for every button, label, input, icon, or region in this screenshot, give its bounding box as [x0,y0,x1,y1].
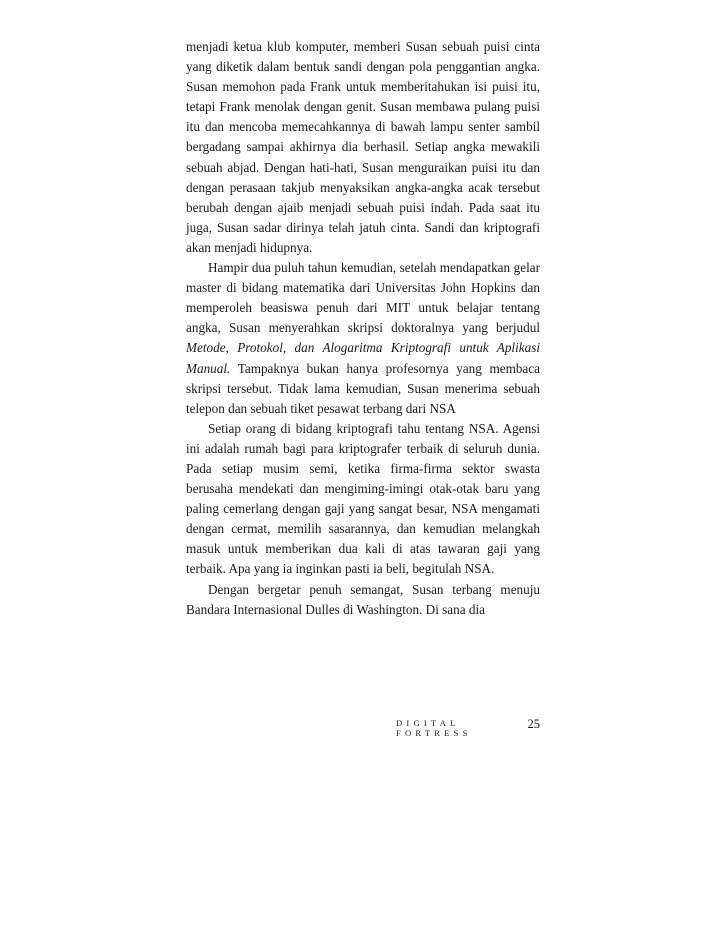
paragraph-4: Dengan bergetar penuh semangat, Susan terbang menuju Bandara Internasional Dulles di Washington. Di sana dia [186,581,540,617]
running-head: DIGITAL FORTRESS [396,718,472,738]
page-number: 25 [527,717,540,731]
paragraph-1: menjadi ketua klub komputer, memberi Susan sebuah puisi cinta yang diketik dalam bentuk sandi dengan pola penggantian angka. Susan memohon pada Frank untuk memberitahukan isi puisi itu, tetapi Frank menolak dengan genit. Susan membawa pulang puisi itu dan mencoba memecahkannya di bawah lampu senter sambil bergadang sampai akhirnya dia berhasil. Setiap angka mewakili sebuah abjad. Dengan hati-hati, Susan menguraikan puisi itu dan dengan perasaan takjub menyaksikan angka-angka acak tersebut berubah dengan ajaib menjadi sebuah puisi indah. Pada saat itu juga, Susan sadar dirinya telah jatuh cinta. Sandi dan kriptografi akan menjadi hidupnya. [186,39,540,255]
thesis-title: Metode, Protokol, dan Alogaritma Kriptografi untuk Aplikasi Manual. [186,340,540,376]
page-footer [186,717,540,738]
paragraph-2-text-after: Tampaknya bukan hanya profesornya yang membaca skripsi tersebut. Tidak lama kemudian, Susan menerima sebuah telepon dan sebuah tiket pesawat terbang dari NSA [186,360,540,416]
paragraph-2 [186,258,540,419]
paragraph-3: Setiap orang di bidang kriptografi tahu tentang NSA. Agensi ini adalah rumah bagi para kriptografer terbaik di seluruh dunia. Pada setiap musim semi, ketika firma-firma sektor swasta berusaha mendekati dan mengiming-imingi otak-otak baru yang paling cemerlang dengan gaji yang sangat besar, NSA mengamati dengan cermat, memilih sasarannya, dan kemudian melangkah masuk untuk memberikan dua kali di atas tawaran gaji yang terbaik. Apa yang ia inginkan pasti ia beli, begitulah NSA. [186,420,540,577]
paragraph-2-text-before: Hampir dua puluh tahun kemudian, setelah mendapatkan gelar master di bidang matematika dari Universitas John Hopkins dan memperoleh beasiswa penuh dari MIT untuk belajar tentang angka, Susan menyerahkan skripsi doktoralnya yang berjudul [186,260,540,336]
page-body [186,37,540,620]
